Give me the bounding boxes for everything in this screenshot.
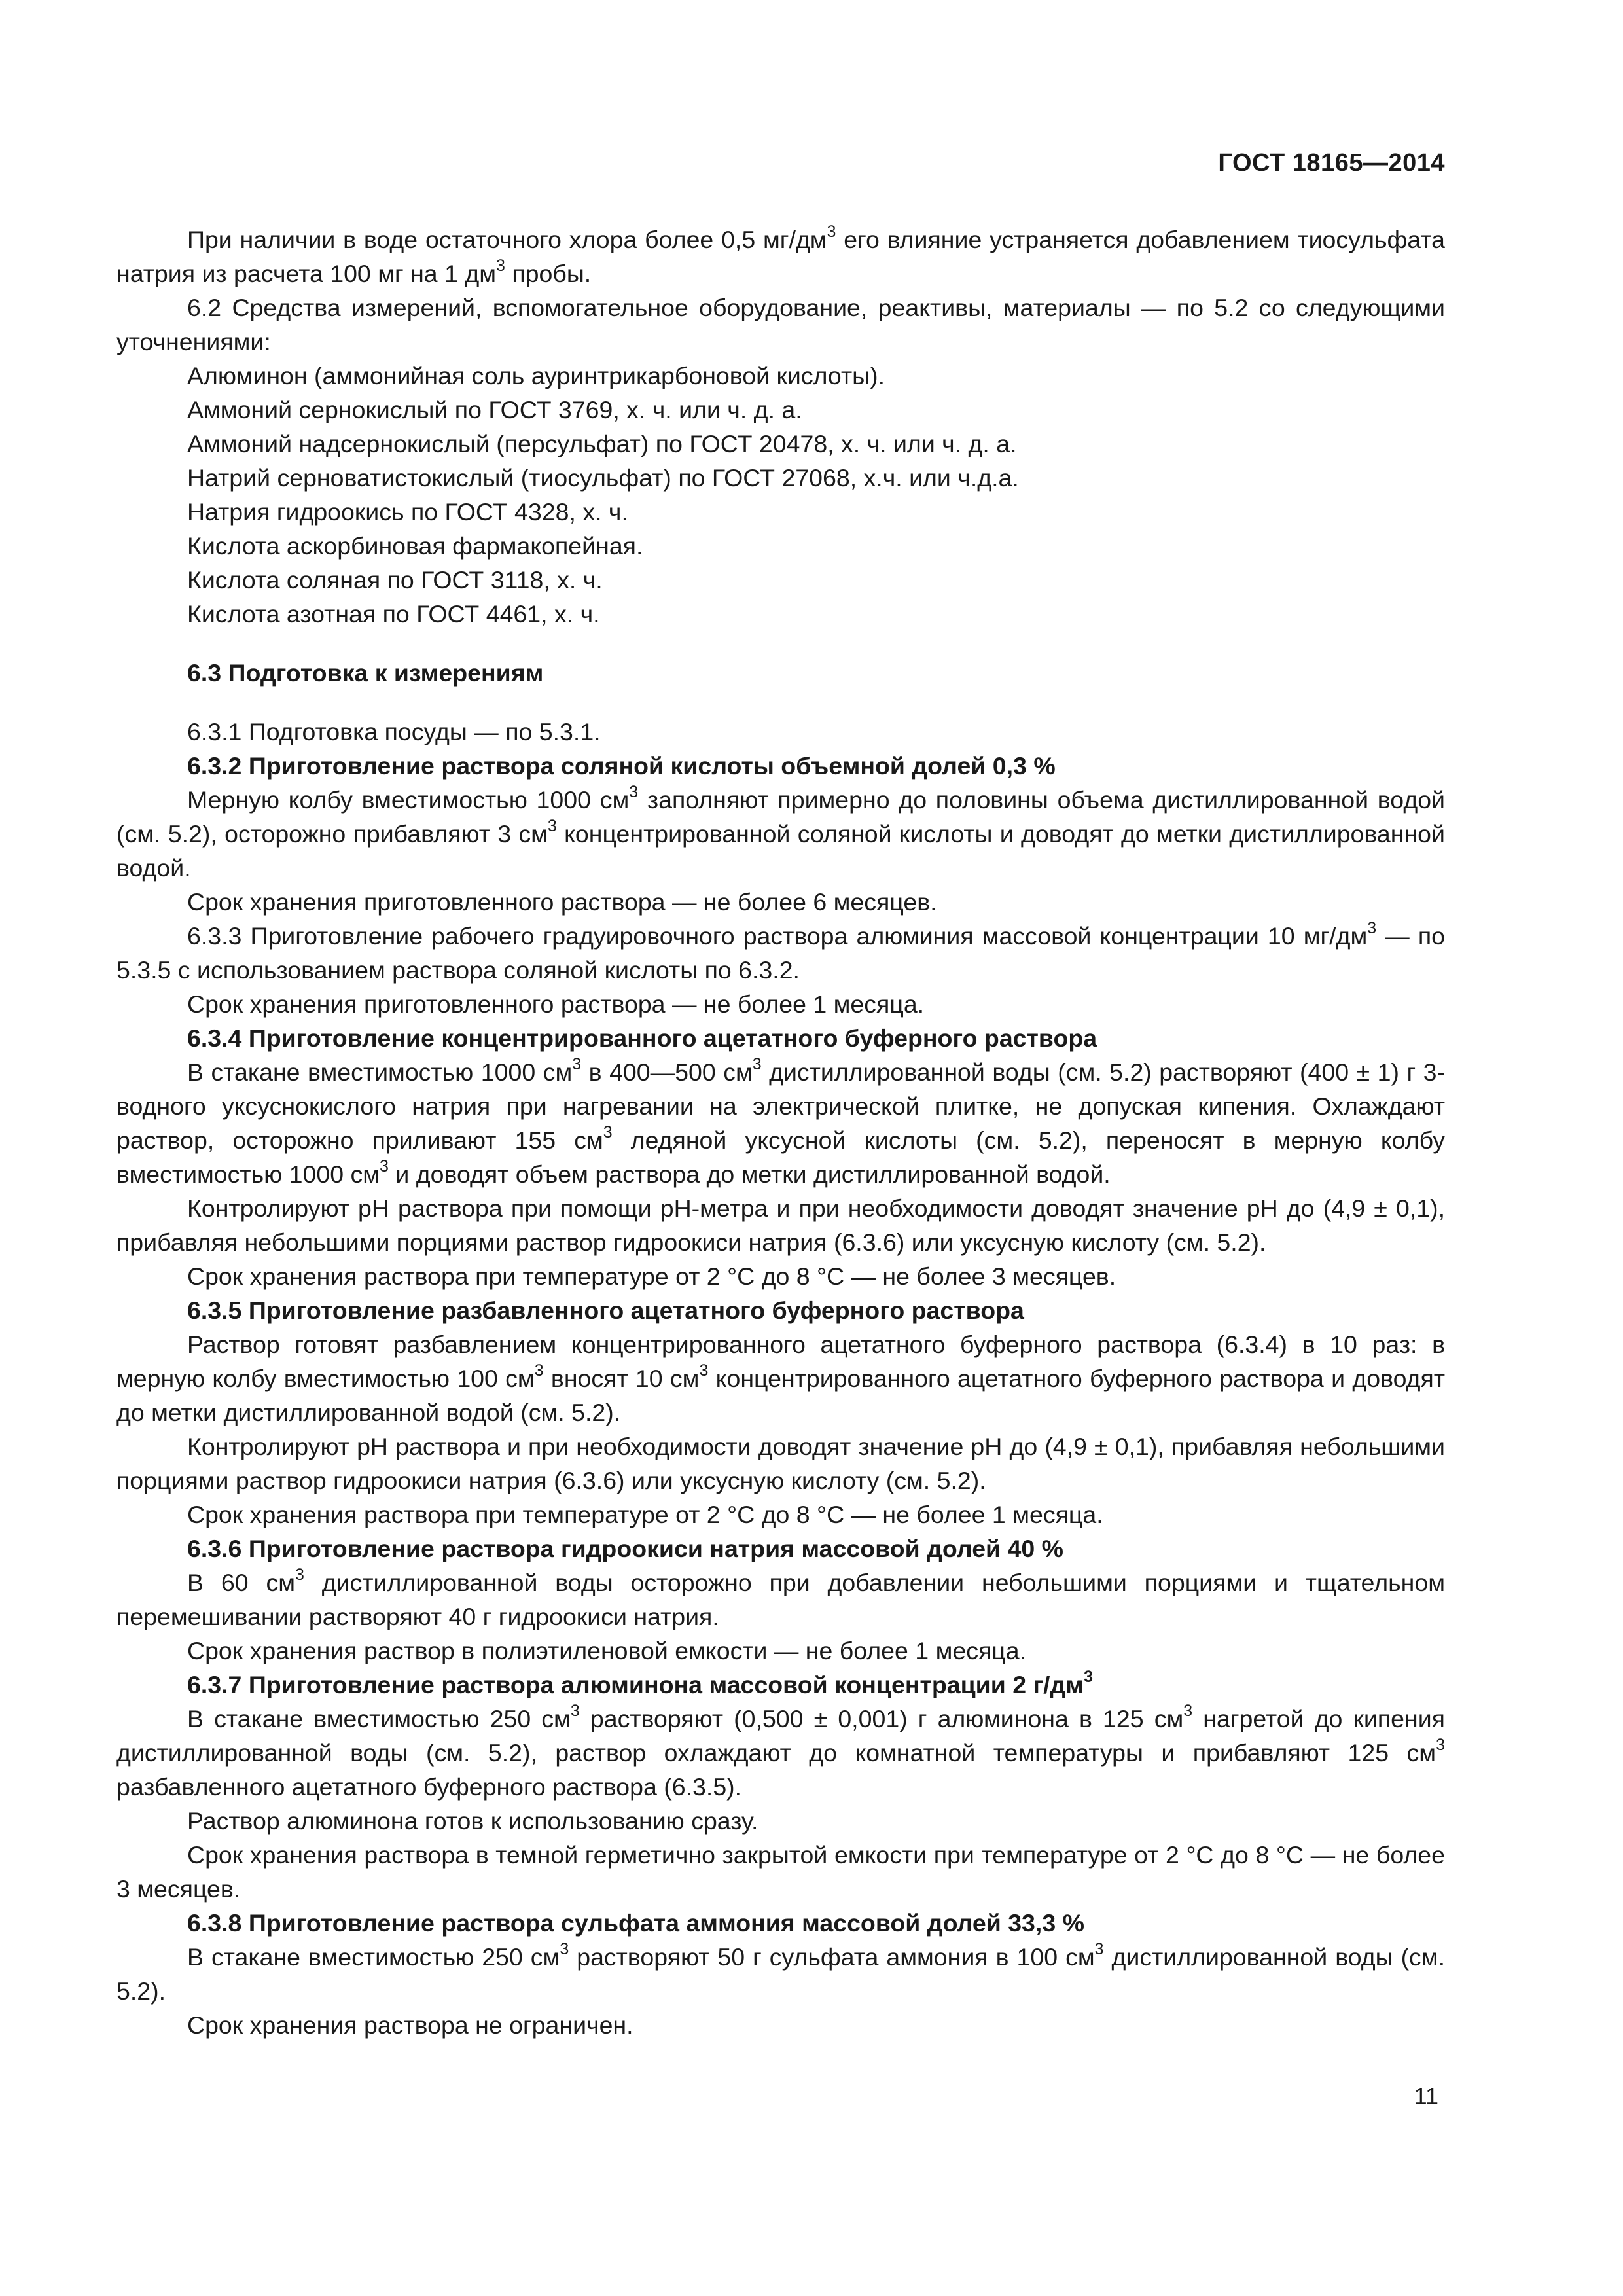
paragraph [116,1634,1445,1668]
text-run: Аммоний надсернокислый (персульфат) по ГОСТ 20478, х. ч. или ч. д. а. [187,430,1017,457]
paragraph [116,987,1445,1021]
text-run: Срок хранения раствора при температуре от 2 °С до 8 °С — не более 1 месяца. [187,1501,1103,1528]
text-run: Срок хранения раствор в полиэтиленовой емкости — не более 1 месяца. [187,1637,1027,1664]
document-body [116,223,1445,2042]
superscript: 3 [629,782,639,801]
list-item [116,597,1445,631]
text-run: 6.3.7 Приготовление раствора алюминона массовой концентрации 2 г/дм [187,1671,1084,1698]
list-item [116,461,1445,495]
superscript: 3 [570,1701,580,1720]
text-run: Срок хранения приготовленного раствора — не более 1 месяца. [187,990,925,1018]
paragraph [116,1498,1445,1532]
paragraph [116,223,1445,291]
text-run: Кислота соляная по ГОСТ 3118, х. ч. [187,566,603,594]
text-run: 6.3.5 Приготовление разбавленного ацетатного буферного раствора [187,1297,1024,1324]
text-run: нагретой до кипения дистиллированной воды (см. 5.2), раствор охлаждают до комнатной температуры и прибавляют 125 см [116,1705,1445,1767]
subsection-heading [116,1293,1445,1327]
text-run: Срок хранения раствора при температуре от 2 °С до 8 °С — не более 3 месяцев. [187,1263,1116,1290]
superscript: 3 [1367,918,1377,937]
paragraph [116,919,1445,987]
text-run: 6.3.2 Приготовление раствора соляной кислоты объемной долей 0,3 % [187,752,1056,780]
superscript: 3 [752,1054,762,1073]
text-run: Натрий серноватистокислый (тиосульфат) по ГОСТ 27068, х.ч. или ч.д.а. [187,464,1019,492]
paragraph [116,1804,1445,1838]
text-run: 6.3 Подготовка к измерениям [187,659,544,687]
text-run: 6.3.1 Подготовка посуды — по 5.3.1. [187,718,601,745]
text-run: — по 5.3.5 с использованием раствора соляной кислоты по 6.3.2. [116,922,1446,984]
text-run: Срок хранения раствора не ограничен. [187,2011,633,2039]
text-run: растворяют (0,500 ± 0,001) г алюминона в 125 см [579,1705,1184,1732]
text-run: растворяют 50 г сульфата аммония в 100 см [569,1943,1095,1971]
text-run: 6.3.6 Приготовление раствора гидроокиси натрия массовой долей 40 % [187,1535,1063,1562]
text-run: В 60 см [187,1569,295,1596]
list-item [116,529,1445,563]
text-run: При наличии в воде остаточного хлора более 0,5 мг/дм [187,226,827,253]
page-number: 11 [1414,2083,1438,2109]
text-run: Кислота аскорбиновая фармакопейная. [187,532,643,560]
text-run: в 400—500 см [581,1058,753,1086]
paragraph [116,291,1445,359]
text-run: пробы. [505,260,592,287]
superscript: 3 [547,816,557,835]
paragraph [116,1838,1445,1906]
superscript: 3 [380,1157,389,1175]
text-run: 6.3.8 Приготовление раствора сульфата аммония массовой долей 33,3 % [187,1909,1084,1937]
paragraph [116,1940,1445,2008]
superscript: 3 [1183,1701,1193,1720]
text-run: разбавленного ацетатного буферного раствора (6.3.5). [116,1773,742,1801]
text-run: Контролируют pH раствора и при необходимости доводят значение pH до (4,9 ± 0,1), прибавляя небольшими порциями раствор гидроокиси натрия (6.3.6) или уксусную кислоту (см. 5.2). [116,1433,1445,1494]
superscript: 3 [534,1361,544,1380]
superscript: 3 [1084,1667,1093,1686]
paragraph [116,1702,1445,1804]
text-run: Алюминон (аммонийная соль ауринтрикарбоновой кислоты). [187,362,885,389]
text-run: Кислота азотная по ГОСТ 4461, х. ч. [187,600,600,628]
paragraph [116,783,1445,885]
paragraph [116,1055,1445,1191]
text-run: 6.3.3 Приготовление рабочего градуировочного раствора алюминия массовой концентрации 10 мг/дм [187,922,1368,950]
text-run: Срок хранения раствора в темной герметично закрытой емкости при температуре от 2 °С до 8 °С — не более 3 месяцев. [116,1841,1445,1903]
paragraph [116,885,1445,919]
subsection-heading [116,1021,1445,1055]
list-item [116,393,1445,427]
text-run: 6.3.4 Приготовление концентрированного ацетатного буферного раствора [187,1024,1097,1052]
paragraph [116,2008,1445,2042]
paragraph [116,1429,1445,1498]
text-run: 6.2 Средства измерений, вспомогательное оборудование, реактивы, материалы — по 5.2 со следующими уточнениями: [116,294,1445,355]
superscript: 3 [699,1361,709,1380]
superscript: 3 [496,256,505,275]
text-run: концентрированного ацетатного буферного раствора и доводят до метки дистиллированной водой (см. 5.2). [116,1365,1445,1426]
text-run: Натрия гидроокись по ГОСТ 4328, х. ч. [187,498,628,526]
text-run: Раствор готовят разбавлением концентрированного ацетатного буферного раствора (6.3.4) в 10 раз: в мерную колбу вместимостью 100 см [116,1331,1445,1392]
subsection-heading [116,1532,1445,1566]
text-run: дистиллированной воды осторожно при добавлении небольшими порциями и тщательном перемешивании растворяют 40 г гидроокиси натрия. [116,1569,1446,1630]
text-run: дистиллированной воды (см. 5.2). [116,1943,1446,2005]
list-item [116,359,1445,393]
list-item [116,563,1445,597]
text-run: и доводят объем раствора до метки дистиллированной водой. [388,1160,1111,1188]
text-run: Срок хранения приготовленного раствора — не более 6 месяцев. [187,888,937,916]
paragraph [116,1327,1445,1429]
paragraph [116,715,1445,749]
paragraph [116,1566,1445,1634]
subsection-heading [116,1668,1445,1702]
text-run: его влияние устраняется добавлением тиосульфата натрия из расчета 100 мг на 1 дм [116,226,1445,287]
paragraph [116,1259,1445,1293]
paragraph [116,1191,1445,1259]
superscript: 3 [294,1565,304,1584]
superscript: 3 [1436,1735,1445,1754]
list-item [116,427,1445,461]
text-run: концентрированной соляной кислоты и доводят до метки дистиллированной водой. [116,820,1445,882]
subsection-heading [116,1906,1445,1940]
text-run: Аммоний сернокислый по ГОСТ 3769, х. ч. или ч. д. а. [187,396,802,423]
text-run: Раствор алюминона готов к использованию сразу. [187,1807,758,1835]
list-item [116,495,1445,529]
superscript: 3 [560,1939,569,1958]
document-code: ГОСТ 18165—2014 [1218,149,1445,177]
text-run: ледяной уксусной кислоты (см. 5.2), переносят в мерную колбу вместимостью 1000 см [116,1126,1446,1188]
text-run: В стакане вместимостью 250 см [187,1943,560,1971]
superscript: 3 [827,222,836,241]
text-run: заполняют примерно до половины объема дистиллированной водой (см. 5.2), осторожно прибавляют 3 см [116,786,1445,848]
superscript: 3 [1094,1939,1104,1958]
text-run: дистиллированной воды (см. 5.2) растворяют (400 ± 1) г 3-водного уксуснокислого натрия при нагревании на электрической плитке, не допуская кипения. Охлаждают раствор, осторожно приливают 155 см [116,1058,1446,1154]
text-run: вносят 10 см [543,1365,700,1392]
subsection-heading [116,749,1445,783]
superscript: 3 [572,1054,582,1073]
text-run: Мерную колбу вместимостью 1000 см [187,786,630,814]
section-heading [116,656,1445,690]
text-run: В стакане вместимостью 1000 см [187,1058,573,1086]
text-run: В стакане вместимостью 250 см [187,1705,571,1732]
superscript: 3 [603,1122,613,1141]
text-run: Контролируют pH раствора при помощи pH-метра и при необходимости доводят значение pH до (4,9 ± 0,1), прибавляя небольшими порциями раствор гидроокиси натрия (6.3.6) или уксусную кислоту (см. 5.2). [116,1194,1445,1256]
